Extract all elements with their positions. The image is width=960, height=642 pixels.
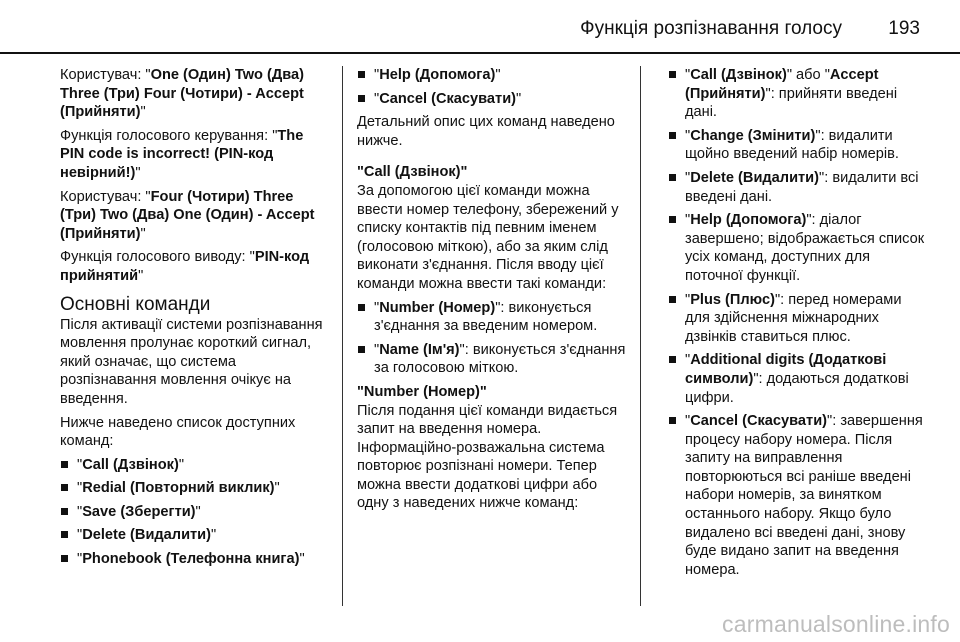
watermark: carmanualsonline.info [722,611,950,637]
column-3 [668,66,930,584]
details-intro: Детальний опис цих команд наведено нижче. [357,114,615,149]
call-description: За допомогою цієї команди можна ввести номер телефону, збережений у списку контактів під певним іменем (голосовою міткою), або за яким слід виконати з'єднання. Після вводу цієї команди можна ввести такі команди: [357,182,619,292]
list-item: "Additional digits (Додаткові символи)": додаються додаткові цифри. [668,351,930,407]
list-item: "Delete (Видалити)": видалити всі введені дані. [668,169,930,206]
command-list-intro: Нижче наведено список доступних команд: [60,414,296,450]
subheading-call: "Call (Дзвінок)" [357,164,468,181]
list-item: "Cancel (Скасувати)" [357,90,629,109]
column-1 [60,66,328,574]
list-item: "Call (Дзвінок)" або "Accept (Прийняти)": прийняти введені дані. [668,66,930,122]
dialog-system-2: Функція голосового виводу: "PIN-код прийнятий" [60,249,310,284]
page-header [0,0,960,54]
list-item: "Save (Зберегти)" [60,503,328,522]
dialog-system-1: Функція голосового керування: "The PIN code is incorrect! (PIN-код невірний!)" [60,127,304,181]
list-item: "Number (Номер)": виконується з'єднання за введеним номером. [357,299,629,336]
column-2 [357,66,629,518]
column-divider-2 [640,66,641,606]
list-item: "Name (Ім'я)": виконується з'єднання за голосовою міткою. [357,341,629,378]
page-title: Функція розпізнавання голосу [580,18,842,39]
section-intro: Після активації системи розпізнавання мовлення пролунає короткий сигнал, який означає, що система розпізнавання мовлення очікує на введення. [60,316,323,407]
list-item: "Redial (Повторний виклик)" [60,479,328,498]
column-divider-1 [342,66,343,606]
dialog-user-2: Користувач: "Four (Чотири) Three (Три) Two (Два) One (Один) - Accept (Прийняти)" [60,188,315,242]
list-item: "Cancel (Скасувати)": завершення процесу набору номера. Після запиту на виправлення повторюються всі раніше введені набори номерів, за винятком останнього набору. Якщо було видалено всі введені дані, знову буде видано запит на введення номера. [668,412,930,579]
subheading-number: "Number (Номер)" [357,383,487,400]
list-item: "Plus (Плюс)": перед номерами для здійснення міжнародних дзвінків ставиться плюс. [668,291,930,347]
list-item: "Change (Змінити)": видалити щойно введений набір номерів. [668,127,930,164]
list-item: "Phonebook (Телефонна книга)" [60,550,328,569]
list-item: "Help (Допомога)": діалог завершено; відображається список усіх команд, доступних для поточної функції. [668,211,930,285]
number-description: Після подання цієї команди видається запит на введення номера. Інформаційно-розважальна система повторює розпізнані номери. Тепер можна ввести додаткові цифри або одну з наведених нижче команд: [357,402,618,512]
list-item: "Call (Дзвінок)" [60,456,328,475]
list-item: "Delete (Видалити)" [60,526,328,545]
list-item: "Help (Допомога)" [357,66,629,85]
header-rule [0,52,960,54]
dialog-user-1: Користувач: "One (Один) Two (Два) Three (Три) Four (Чотири) - Accept (Прийняти)" [60,67,305,121]
page-number: 193 [888,18,920,39]
section-heading: Основні команди [60,293,211,315]
